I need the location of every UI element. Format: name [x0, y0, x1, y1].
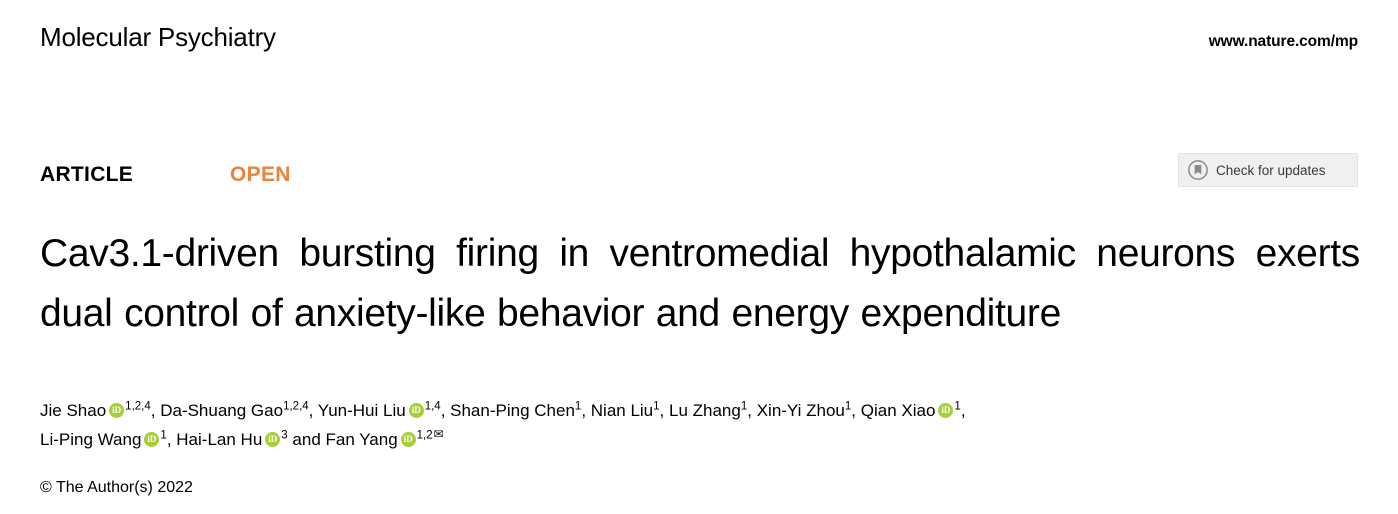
running-head — [40, 22, 1358, 62]
orcid-icon[interactable] — [109, 403, 124, 418]
author-sep: , — [960, 401, 966, 420]
author-item[interactable]: Fan Yang iD $^{1,2✉}$ — [326, 430, 444, 449]
page-title: Cav3.1-driven bursting firing in ventromedial hypothalamic neurons exerts dual control of anxiety-like behavior and energy expenditure — [40, 232, 1360, 336]
orcid-icon[interactable] — [409, 403, 424, 418]
author-list — [40, 396, 1360, 454]
copyright-line: © The Author(s) 2022 — [40, 479, 193, 496]
journal-title: Molecular Psychiatry — [40, 22, 276, 52]
orcid-icon[interactable] — [938, 403, 953, 418]
author-item[interactable]: Da-Shuang Gao$^{1,2,4}$ — [160, 400, 309, 420]
article-label-row — [40, 163, 1358, 197]
author-sep: , — [581, 401, 591, 420]
author-sep: , — [440, 401, 451, 420]
author-item[interactable]: Qian Xiao iD $^1$ — [861, 401, 961, 420]
orcid-icon[interactable] — [265, 432, 280, 447]
journal-url[interactable]: www.nature.com/mp — [1208, 33, 1358, 50]
author-sep: and — [287, 430, 326, 449]
author-item[interactable]: Yun-Hui Liu iD $^{1,4}$ — [318, 401, 441, 420]
check-for-updates-badge[interactable] — [1178, 153, 1358, 187]
author-item[interactable]: Nian Liu$^1$ — [590, 400, 660, 420]
author-sep: , — [166, 430, 177, 449]
author-line-2 — [40, 425, 1360, 454]
author-sep: , — [308, 401, 318, 420]
check-for-updates-label: Check for updates — [1216, 162, 1326, 178]
orcid-icon[interactable] — [144, 432, 159, 447]
author-sep: , — [659, 401, 669, 420]
author-item[interactable]: Shan-Ping Chen$^1$ — [450, 400, 582, 420]
author-sep: , — [851, 401, 861, 420]
crossmark-icon — [1187, 159, 1209, 181]
author-sep: , — [150, 401, 161, 420]
orcid-icon[interactable] — [401, 432, 416, 447]
author-item[interactable]: Li-Ping Wang iD $^1$ — [40, 430, 167, 449]
open-access-label: OPEN — [230, 163, 291, 186]
article-type-label: ARTICLE — [40, 163, 134, 186]
corresponding-author-icon[interactable]: ✉ — [433, 427, 444, 442]
author-item[interactable]: Xin-Yi Zhou$^1$ — [756, 400, 852, 420]
author-sep: , — [747, 401, 757, 420]
author-item[interactable]: Lu Zhang$^1$ — [669, 400, 748, 420]
author-item[interactable]: Hai-Lan Hu iD $^3$ — [176, 430, 287, 449]
author-item[interactable]: Jie Shao iD $^{1,2,4}$ — [40, 401, 151, 420]
author-line-1 — [40, 396, 1360, 425]
